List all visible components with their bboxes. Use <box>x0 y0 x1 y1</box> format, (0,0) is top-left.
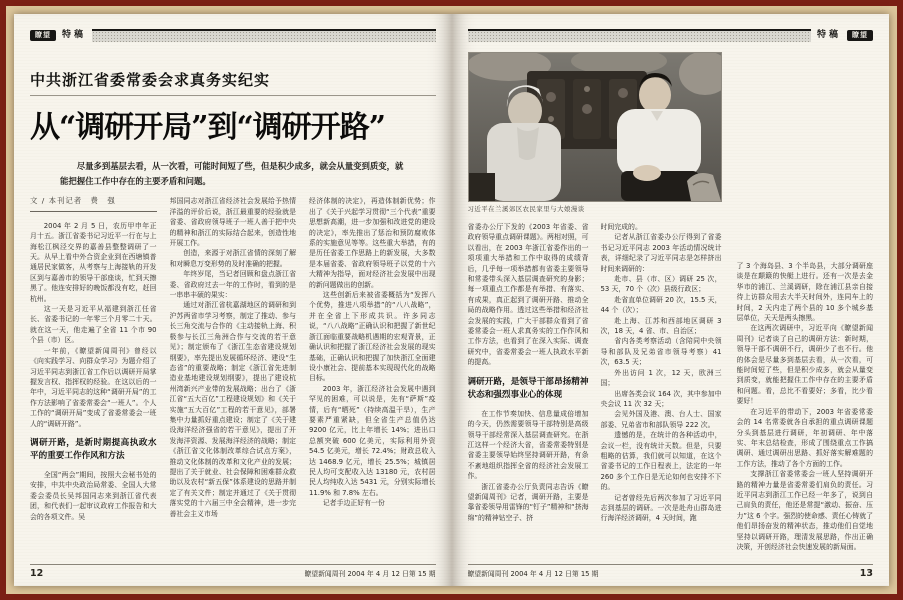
magazine-spread <box>14 14 889 586</box>
left-col-1 <box>30 196 157 562</box>
article-title: 从“调研开局”到“调研开路” <box>30 110 386 145</box>
left-col-2 <box>170 196 297 562</box>
photo-illustration <box>469 53 721 201</box>
page-number: 13 <box>859 568 873 579</box>
paragraph: 省委办公厅下发的《2003 年省委、省政府领导重点调研课题》。两相对照，可以看出，在 2003 年浙江省委作出的一项项重大举措和工作中取得的成绩背后，几乎每一项举措都有省委主要领导和常委带头深入基层调查研究的身影；每一项重点工作都是有举措、有落实、有成果，真正起到了调研开路、推动全局的战略作用。透过这些举措和经济社会发展的实践，广大干部群众看到了省委常委会一班人求真务实的工作作风和工作方法，也看到了在深入实际、调查研究中，省委常委会一班人执政水平新的提高。 <box>467 223 589 367</box>
paragraph: 在工作节奏加快、信息量成倍增加的今天，仍然需要领导干部特别是高级领导干部经常深入基层调查研究。在浙江这样一个经济大省，省委常委特别是省委主要领导始终坚持调研开路，有条不紊地组织指挥全省的经济社会发展工作。 <box>467 409 589 481</box>
lede-paragraph: 尽量多到基层去看，从一次看，可能时间短了些，但是积少成多，就会从量变到质变，就能把握住工作中存在的主要矛盾和问题。 <box>60 161 404 186</box>
journal-footer-line: 瞭望新闻周刊 2004 年 4 月 12 日第 15 期 <box>467 570 599 578</box>
header-halftone-strip <box>468 29 811 42</box>
paragraph: 赴省直单位调研 20 次，15.5 天，44 个（次）； <box>600 295 722 315</box>
photo-caption: 习近平在兰溪郊区农民家里与大娘漫谈 <box>467 205 585 213</box>
subhead-work-style: 调研开路，是新时期提高执政水平的重要工作作风和方法 <box>30 437 157 461</box>
right-col-2 <box>601 222 722 554</box>
right-col-1 <box>468 222 589 554</box>
paragraph: 通过对浙江省杭嘉湖地区的调研和到沪苏两省市学习考察，制定了推动、参与长三角交流与合作的《主动接轨上海、积极参与长江三角洲合作与交流的若干意见》；制定颁布了《浙江生态省建设规划纲要》，率先提出发展循环经济、建设“生态省”的重要战略；制定《浙江省先进制造业基地建设规划纲要》，提出了建设杭州湾新兴产业带的发展战略；出台了《浙江省“五大百亿”工程建设规划》和《关于实施“五大百亿”工程的若干意见》，部署集中力量抓好重点建设；制定了《关于建设海洋经济强省的若干意见》，提出了开发海洋资源、发展海洋经济的战略；制定《浙江省文化体制改革综合试点方案》，推动文化体制的改革和文化产业的发展；提出了关于就业、社会保障和困难群众救助以及农村“新五保”体系建设的思路并制定了有关文件；制定并通过了《关于贯彻落实党的十六届三中全会精神，进一步完善社会主义市场 <box>169 301 296 518</box>
paragraph: 遗憾的是，在统计的各种活动中，会议一栏，没有统计天数。但是，只要粗略的估算，我们就可以知道，在这个省委书记的工作日程表上，法定的一年 260 多个工作日是无论如何也安排不下的。 <box>600 431 722 492</box>
paragraph: 在这两次调研中，习近平向《瞭望新闻周刊》记者谈了自己的调研方法：新时期，领导干部不调研不行，调研少了也不行。他的体会是尽量多到基层去看，从一次看，可能时间短了些，但是积少成多，就会从量变到质变，就能把握住工作中存在的主要矛盾和问题。看，总比不看要好；多看，比少看要好！ <box>736 324 873 406</box>
paragraph: 创造，来源于对浙江省情的深刻了解和对瞬息万变形势的及时准确的把握。 <box>169 249 296 268</box>
paragraph: 赴市、县（市、区）调研 25 次，53 天，70 个（次）县级行政区； <box>600 275 722 294</box>
paragraph: 外出访问 1 次，12 天，欧洲三国； <box>600 368 722 388</box>
liaowang-logo: 瞭望 <box>847 30 873 41</box>
paragraph: 邦国同志对浙江省经济社会发展给予热情洋溢的评价后说，浙江最重要的经验就是省委、省政府领导班子一班人善于把中央的精神和浙江的实际结合起来，创造性地开展工作。 <box>169 197 296 248</box>
right-page-body <box>468 52 874 560</box>
paragraph: 赴上海、江苏和西部地区调研 3 次，18 天，4 省、市、自治区； <box>600 316 722 336</box>
left-page-header <box>30 27 436 43</box>
paragraph: 会见外国及港、澳、台人士、国家部委、兄弟省市和部队领导 222 次。 <box>600 410 722 429</box>
paragraph: 记者曾经先后两次参加了习近平同志到基层的调研。一次是赴舟山群岛进行海洋经济调研，4 天时间，跑 <box>600 493 722 523</box>
kicker: 中共浙江省委常委会求真务实纪实 <box>30 69 436 96</box>
paragraph: 了 3 个海岛县、3 个半岛县，大部分调研座谈是在颠簸的快艇上进行。还有一次是去金华市的浦江、兰溪调研，除在浦江县亲自接待上访群众用去大半天时间外，连同车上的时间，2 天内走了两个县的 10 多个城乡基层单位，天天是两头擦黑。 <box>736 262 873 323</box>
journal-footer-line: 瞭望新闻周刊 2004 年 4 月 12 日第 15 期 <box>304 570 436 578</box>
paragraph: 出席各类会议 164 次，其中参加中央会议 11 次 32 天； <box>600 389 722 408</box>
right-page-footer <box>468 564 874 579</box>
right-page-header <box>468 27 874 43</box>
page-number: 12 <box>30 568 44 579</box>
paragraph: 这一天是习近平从福建到浙江任省长、省委书记的一年零三个月零二十天。就在这一天，他走遍了全省 11 个市 90 个县（市）区。 <box>30 305 157 345</box>
paragraph: 年终岁尾，当记者回顾和盘点浙江省委、省政府过去一年的工作时，看到的是一串串丰硕的果实： <box>169 270 296 300</box>
paragraph: 经济体制的决定》，再造体制新优势；作出了《关于兴起学习贯彻“三个代表”重要思想新高潮，进一步加强和改进党的建设的决定》，率先推出了惩治和预防腐败体系的实施意见等等。这些重大举措，有的是历任省委工作思路上的新发展，大多数是本届省委、省政府领导班子以党的十六大精神为指导，面对经济社会发展中出现的新问题做出的创新。 <box>309 197 436 289</box>
news-photo <box>468 52 722 202</box>
left-col-3 <box>309 196 436 562</box>
paragraph: 支撑浙江省委常委会一班人坚持调研开路的精神力量是省委常委们肩负的责任。习近平同志到浙江工作已经一年多了，说到自己肩负的责任，他还是常提“激动、振奋、压力”这 6 个字。强烈的使命感、责任心铸就了他们昂扬奋发的精神状态，推动他们自觉地坚持以调研开路，理清发展思路，作出正确决策，开创经济社会快速发展的新局面。 <box>736 470 873 551</box>
paragraph: 浙江省委办公厅负责同志告诉《瞭望新闻周刊》记者，调研开路，主要是靠省委领导用雷锋的“钉子”精神和“挤海绵”的精神钻空子、挤 <box>467 482 589 522</box>
paragraph: 一年前，《瞭望新闻周刊》曾经以《向实践学习、向群众学习》为题介绍了习近平同志到浙江省工作后以调研开局掌握发言权、指挥权的经验。在这以后的一年中，习近平同志的这种“调研开局”的工作方法影响了省委常委会“一班人”。个人工作的“调研开局”变成了省委常委会一班人的“调研开路”。 <box>30 346 157 428</box>
paragraph: 记者从浙江省委办公厅得到了省委书记习近平同志 2003 年活动情况统计表，详细纪录了习近平同志是怎样挤出时间来调研的： <box>600 233 722 273</box>
byline: 文 / 本刊记者 费 强 <box>30 196 157 211</box>
right-col-3 <box>737 52 874 560</box>
section-label: 特稿 <box>62 29 87 40</box>
left-page <box>14 14 452 586</box>
section-label: 特稿 <box>816 29 841 40</box>
paragraph: 全国“两会”期间，按照大会秘书处的安排，中共中央政治局常委、全国人大常委会委员长吴邦国同志来到浙江省代表团，和代表们一起审议政府工作报告和大会的各项文件。吴 <box>30 470 157 521</box>
left-page-footer <box>30 564 436 579</box>
paragraph: 在习近平的带动下，2003 年省委常委会的 14 名常委就各自承担的重点调研课题分头到基层进行调研，年初调研、年中落实、年末总结检查，形成了围绕重点工作搞调研、通过调研出思路、抓好落实解难题的工作方法，推动了各个方面的工作。 <box>736 407 873 468</box>
right-page-columns <box>468 222 722 554</box>
paragraph: 2003 年，浙江经济社会发展中遇到罕见的困难，可以说是，先有“萨斯”疫情，后有“晒死”（持续高温干旱），生产要素严重紧缺，但全省生产总值仍达 9200 亿元，比上年增长 14%；进出口总额突破 600 亿美元，实际利用外资 54.5 亿美元，增长 72.4%；财政总收入达 1468.9 亿元，增长 25.5%；城镇居民人均可支配收入达 13180 元，农村居民人均纯收入达 5431 元，分别实际增长 11.9% 和 7.8% 左右。 <box>309 384 436 497</box>
header-halftone-strip <box>92 29 435 42</box>
paragraph: 这些创新后来被省委概括为“发挥八个优势，推进八项举措”的“八八战略”，并在全省上下形成共识。许多同志说，“八八战略”正确认识和把握了新世纪浙江面临重要战略机遇期的宏观背景，正确认识和把握了浙江经济社会发展的现实基础，正确认识和把握了加快浙江全面建设小康社会、提前基本实现现代化的战略目标。 <box>309 291 436 383</box>
left-page-columns <box>30 196 436 562</box>
paragraph: 2004 年 2 月 5 日，农历甲申年正月十五。浙江省委书记习近平一行在与上海松江枫泾交界的嘉善县整整调研了一天。从早上看中外合资企业到在西塘镇普通居民家做客，从考察与上海接轨的开发区到与嘉善市的领导干部座谈，忙到天擦黑了。他连安排好的晚饭都没有吃，赶回杭州。 <box>30 221 157 303</box>
paragraph: 记者手边正好有一份 <box>322 499 385 508</box>
subhead-spirit: 调研开路，是领导干部昂扬精神状态和强烈事业心的体现 <box>467 376 589 400</box>
paragraph: 时间完成的。 <box>600 223 642 231</box>
right-page <box>452 14 890 586</box>
right-page-left-block <box>468 52 722 560</box>
liaowang-logo: 瞭望 <box>30 30 56 41</box>
paragraph: 省内各类考察活动（含陪同中央领导和部队及兄弟省市领导考察）41 次，63.5 天； <box>600 337 722 367</box>
